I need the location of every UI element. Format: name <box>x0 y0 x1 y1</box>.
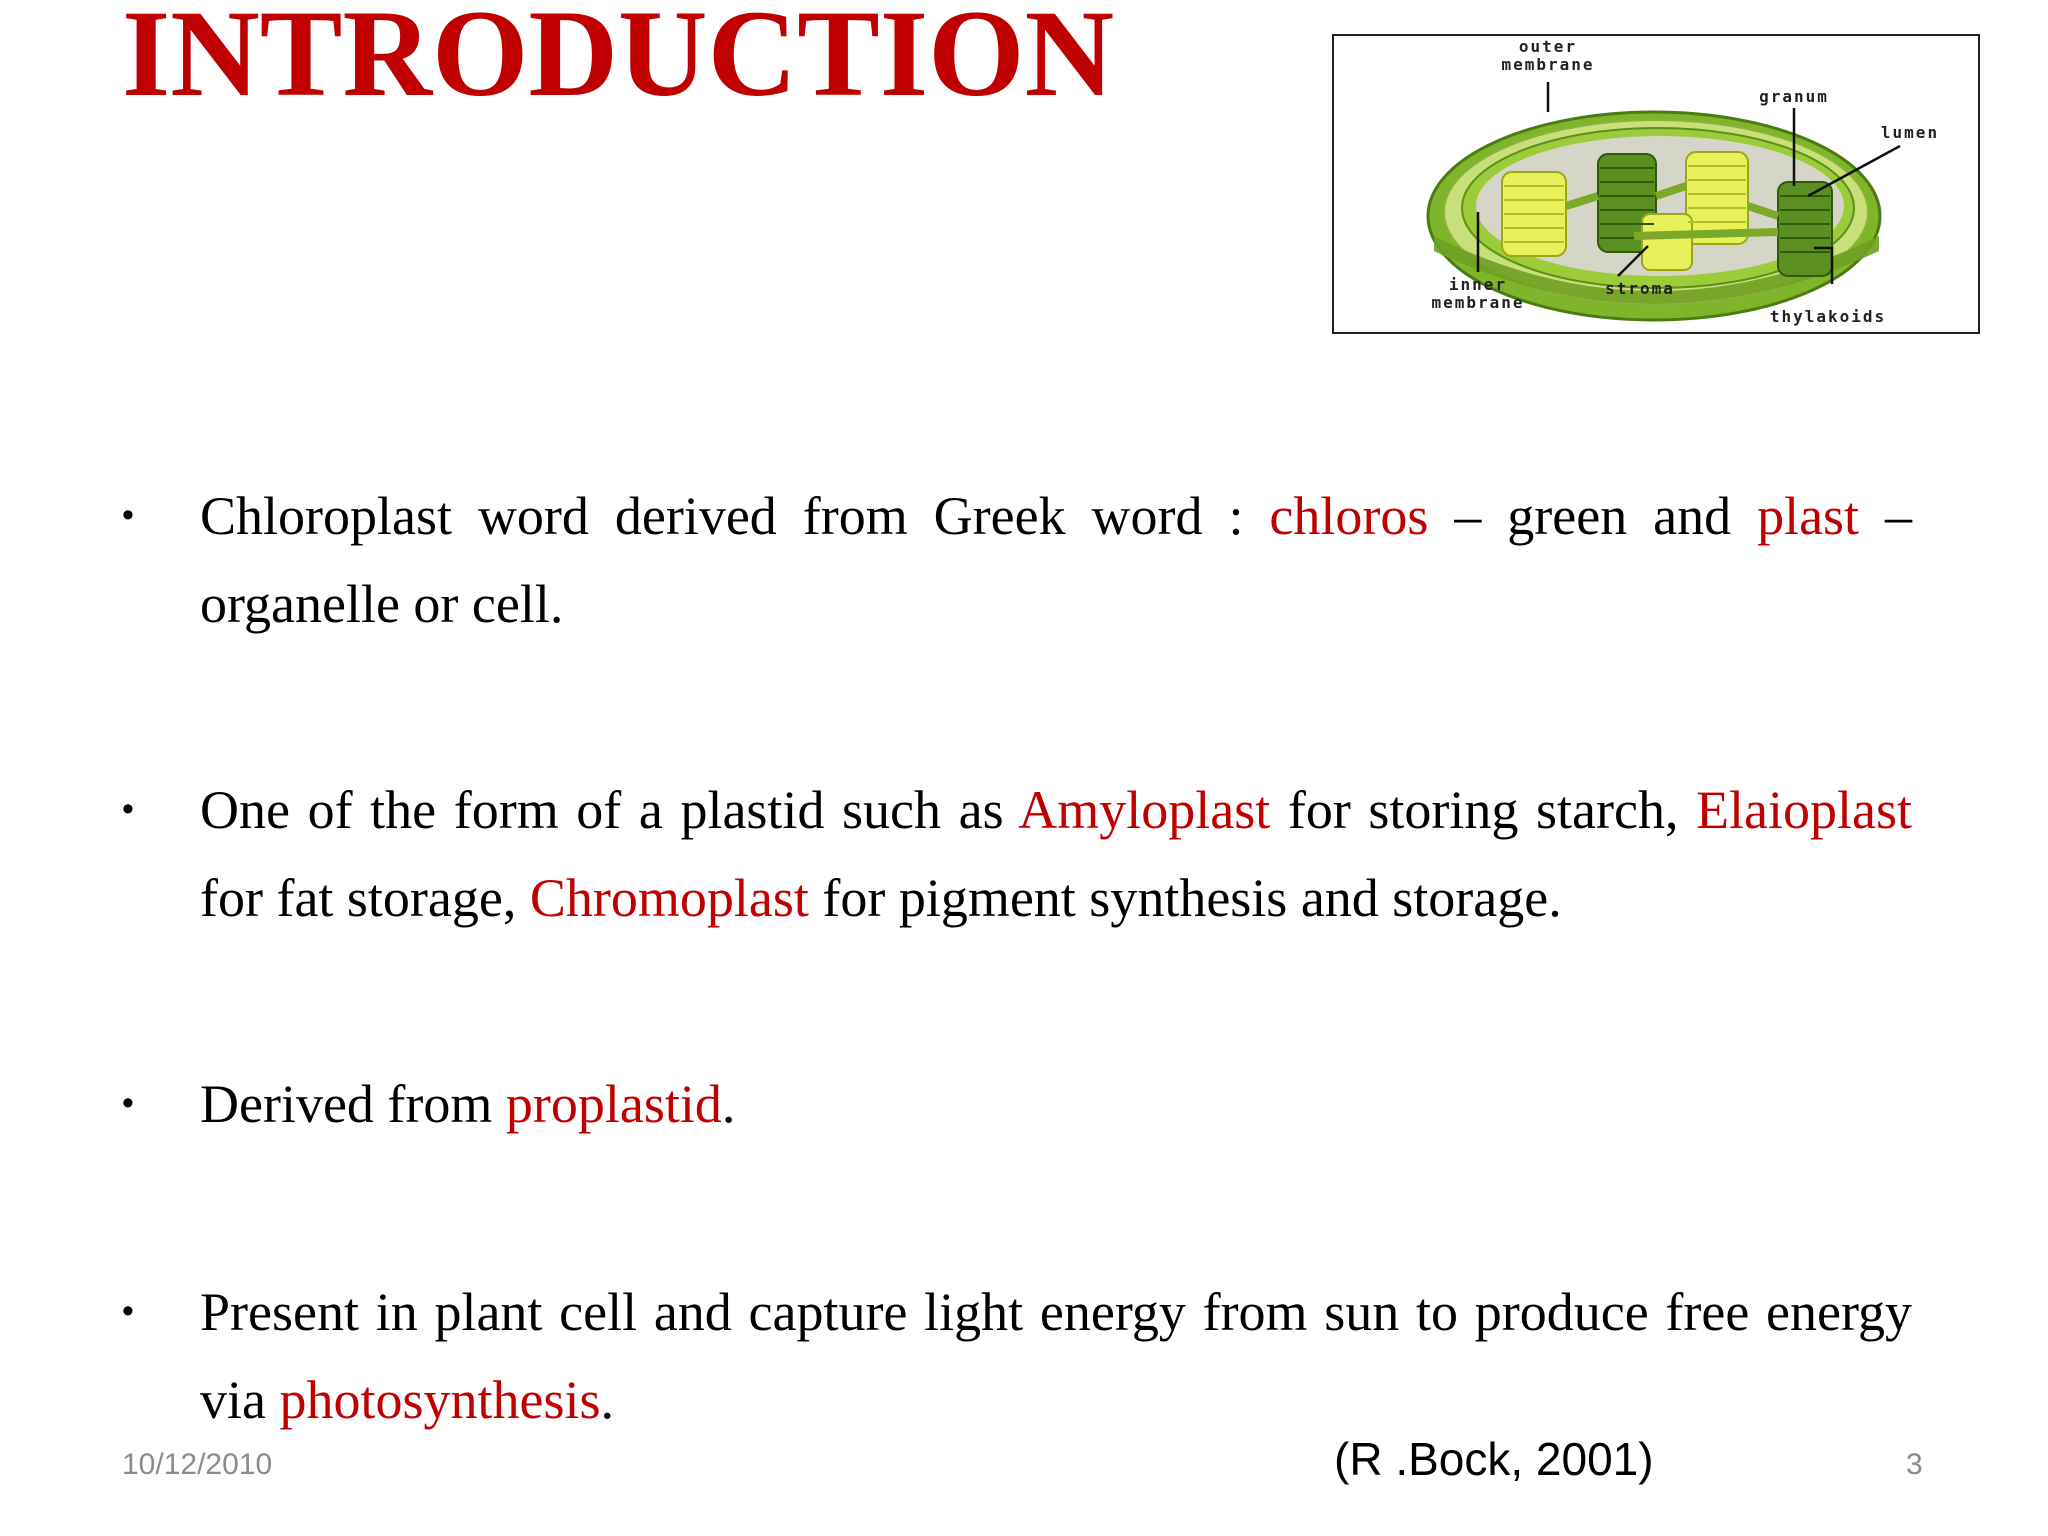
highlight-proplastid: proplastid <box>505 1074 722 1134</box>
text-run: . <box>600 1370 615 1430</box>
highlight-chloros: chloros <box>1269 486 1429 546</box>
highlight-photosynthesis: photosynthesis <box>279 1370 601 1430</box>
text-run: Chloroplast word derived from Greek word : <box>200 486 1270 546</box>
footer-citation: (R .Bock, 2001) <box>1334 1433 1654 1485</box>
text-run: for fat storage, <box>200 868 530 928</box>
text-run: Present in plant cell and capture light energy from sun to produce free energy via <box>200 1282 1912 1430</box>
bullet-text <box>200 766 1912 942</box>
label-outer: outer <box>1518 37 1578 56</box>
highlight-elaioplast: Elaioplast <box>1696 780 1912 840</box>
highlight-amyloplast: Amyloplast <box>1018 780 1271 840</box>
label-inner: inner <box>1448 275 1508 294</box>
label-granum: granum <box>1759 87 1829 106</box>
bullet-marker: • <box>122 790 134 828</box>
bullet-marker: • <box>122 1292 134 1330</box>
label-lumen: lumen <box>1880 123 1940 142</box>
bullet-text <box>200 472 1912 648</box>
footer-date: 10/12/2010 <box>122 1448 273 1481</box>
text-run: One of the form of a plastid such as <box>200 780 1019 840</box>
text-run: for storing starch, <box>1270 780 1697 840</box>
highlight-chromoplast: Chromoplast <box>529 868 809 928</box>
highlight-plast: plast <box>1757 486 1860 546</box>
bullet-marker: • <box>122 1084 134 1122</box>
text-run: – organelle or cell. <box>200 486 1913 634</box>
label-outer-membrane: membrane <box>1501 55 1595 74</box>
label-stroma: stroma <box>1605 279 1675 298</box>
slide-title: INTRODUCTION <box>122 0 1115 122</box>
chloroplast-diagram <box>1332 34 1980 334</box>
text-run: for pigment synthesis and storage. <box>808 868 1562 928</box>
text-run: . <box>721 1074 736 1134</box>
text-run: – green and <box>1428 486 1758 546</box>
bullet-text <box>200 1060 1912 1148</box>
bullet-marker: • <box>122 496 134 534</box>
bullet-text <box>200 1268 1912 1444</box>
page-number: 3 <box>1906 1448 1923 1481</box>
label-thylakoids: thylakoids <box>1769 307 1887 326</box>
label-inner-membrane: membrane <box>1431 293 1525 312</box>
text-run: Derived from <box>200 1074 506 1134</box>
